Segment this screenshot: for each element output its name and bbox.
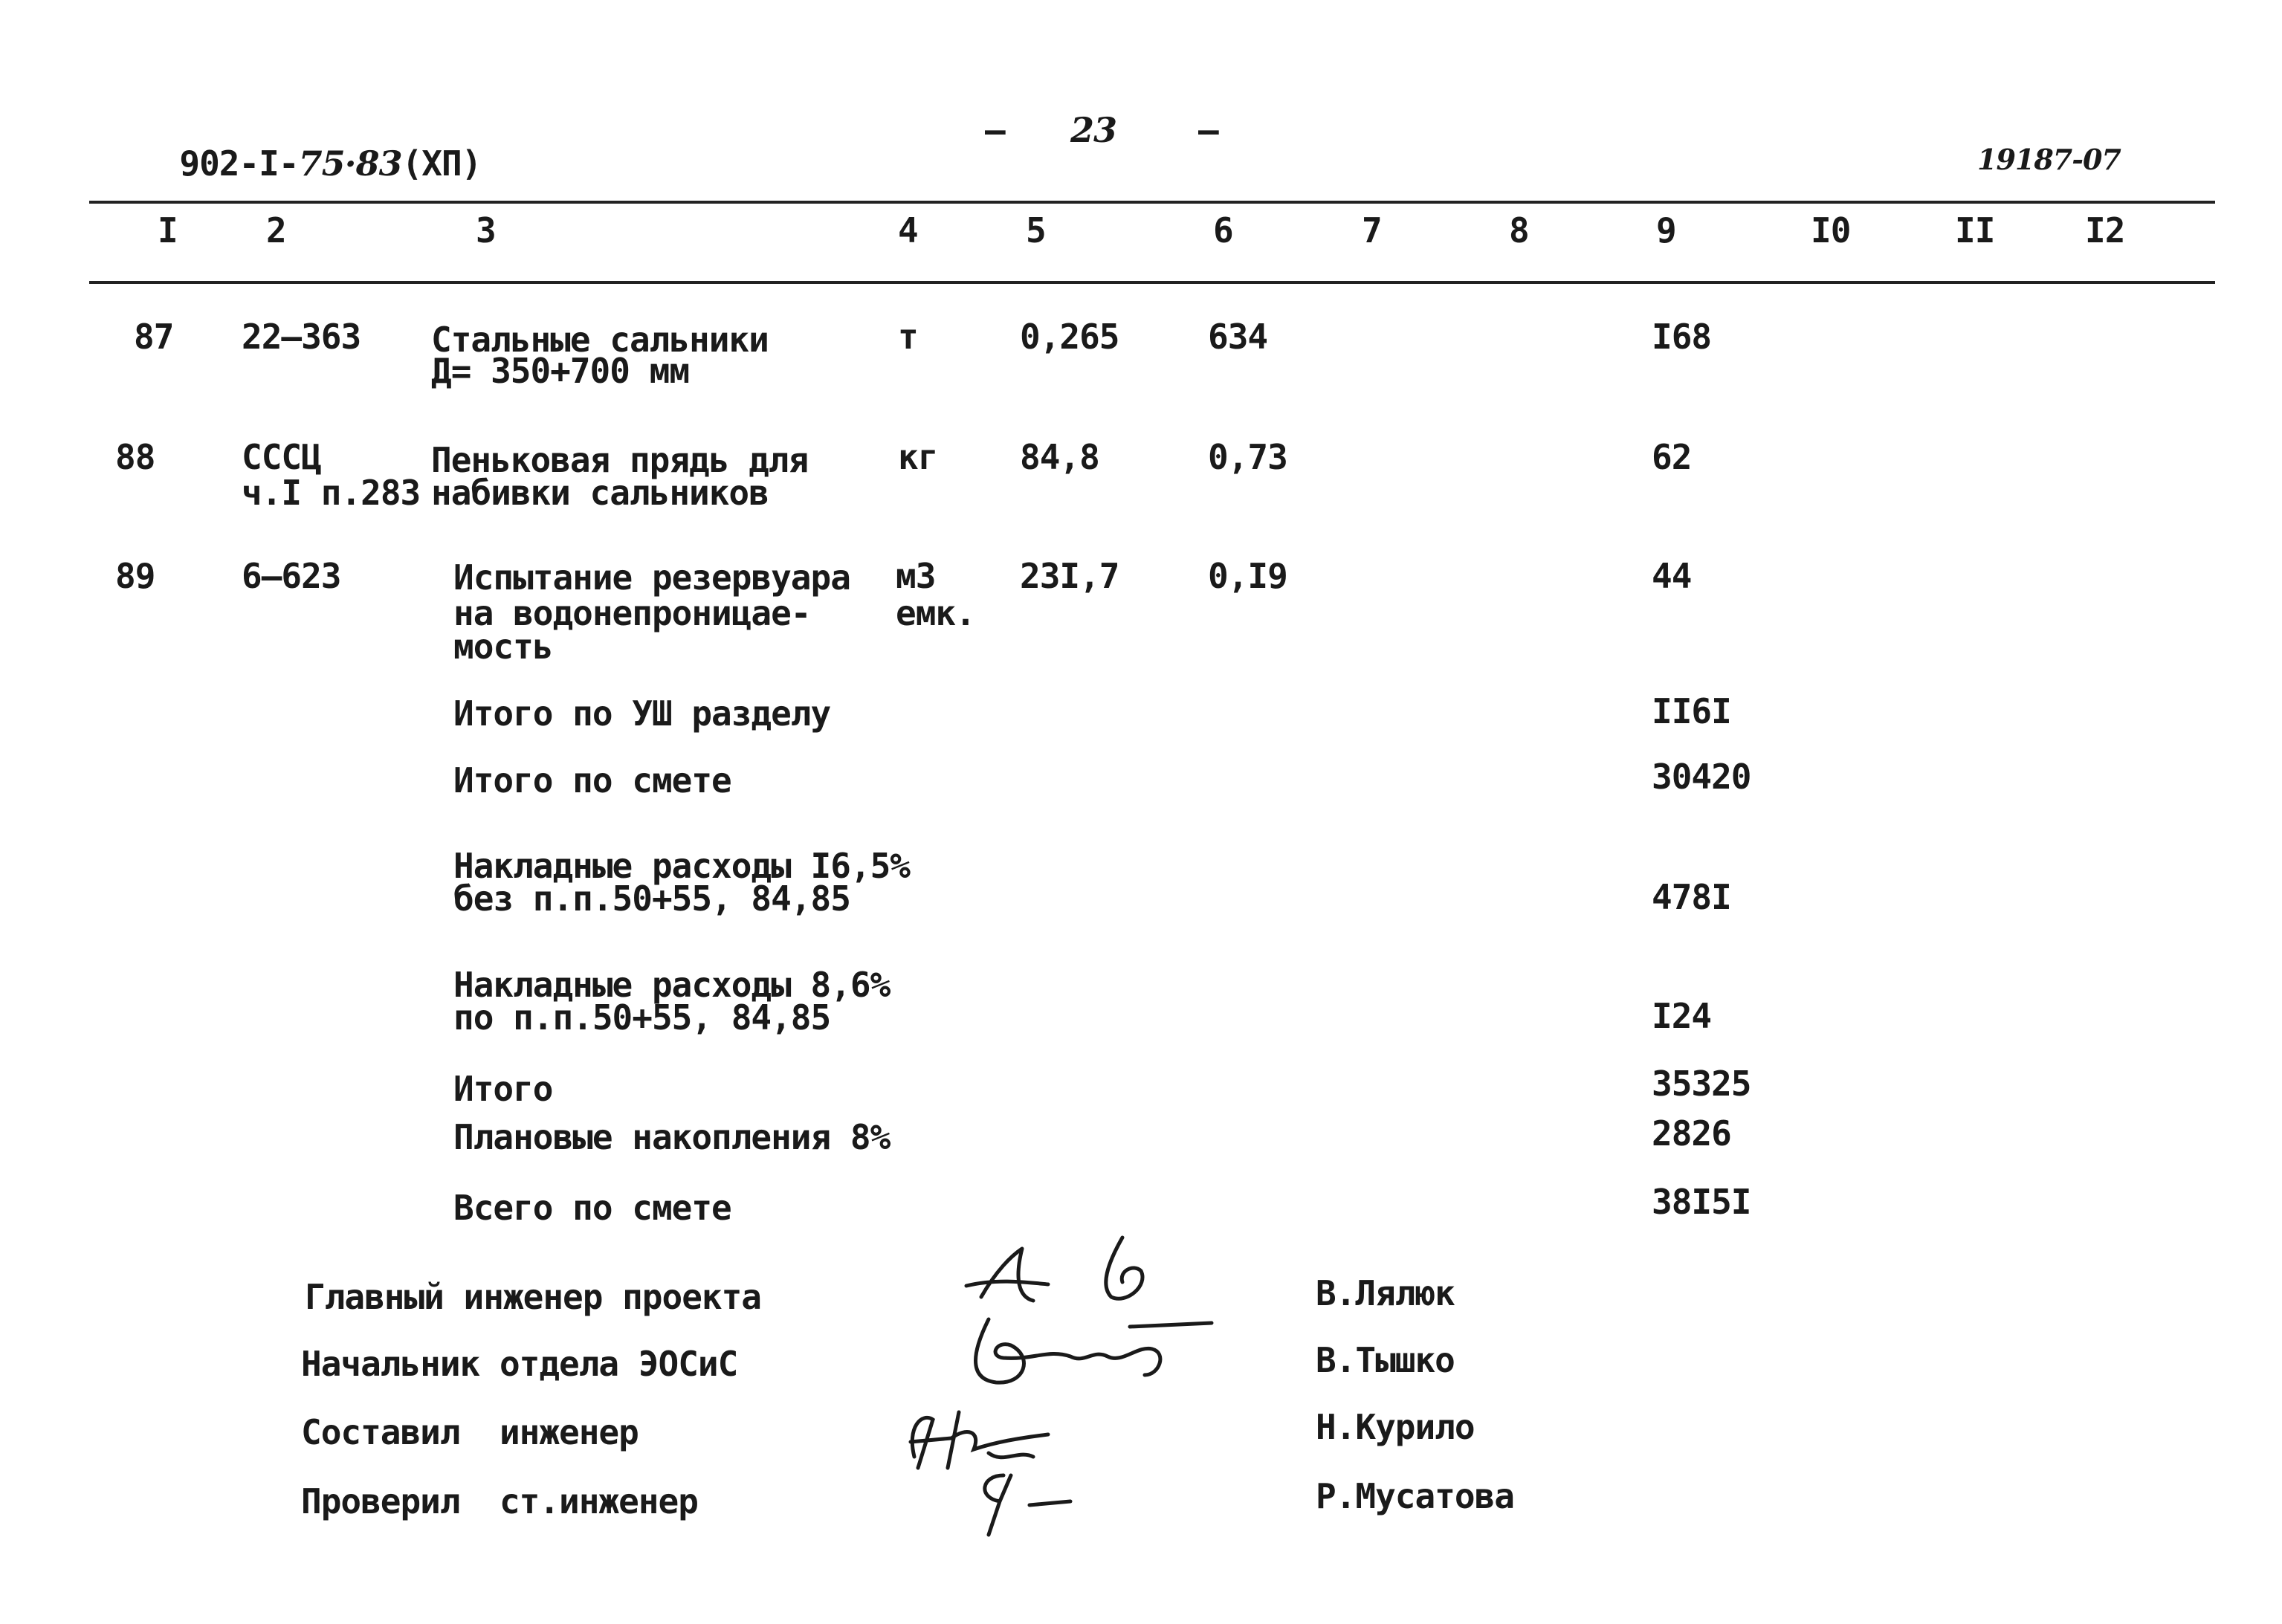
row-name: Испытание резервуара bbox=[453, 557, 850, 598]
column-header: 9 bbox=[1656, 210, 1676, 250]
summary-label: Итого bbox=[453, 1069, 553, 1109]
row-quantity: 0,265 bbox=[1020, 317, 1119, 357]
summary-label: Итого по смете bbox=[453, 760, 731, 800]
summary-value: 38I5I bbox=[1652, 1182, 1751, 1222]
column-header: 4 bbox=[898, 210, 918, 250]
summary-value: 35325 bbox=[1652, 1064, 1751, 1104]
row-quantity: 84,8 bbox=[1020, 437, 1099, 477]
column-header: II bbox=[1955, 210, 1995, 250]
summary-value: 478I bbox=[1652, 877, 1731, 917]
doc-code bbox=[140, 108, 481, 182]
signatory-role: Проверил ст.инженер bbox=[301, 1481, 698, 1521]
doc-code-print: 902-I- bbox=[179, 143, 299, 184]
column-header: I0 bbox=[1811, 210, 1851, 250]
row-price: 0,I9 bbox=[1208, 556, 1287, 596]
row-code: 22–363 bbox=[242, 317, 361, 357]
row-name: набивки сальников bbox=[431, 473, 769, 513]
row-quantity: 23I,7 bbox=[1020, 556, 1119, 596]
summary-label: Итого по УШ разделу bbox=[453, 693, 831, 734]
doc-code-handwritten: 75·83 bbox=[298, 143, 402, 184]
row-total: I68 bbox=[1652, 317, 1712, 357]
summary-label: по п.п.50+55, 84,85 bbox=[453, 997, 831, 1038]
summary-label: без п.п.50+55, 84,85 bbox=[453, 879, 850, 919]
row-total: 62 bbox=[1652, 437, 1692, 477]
column-header: 2 bbox=[266, 210, 286, 250]
signatory-role: Главный инженер проекта bbox=[305, 1277, 761, 1317]
summary-label: Всего по смете bbox=[453, 1188, 731, 1228]
signatory-role: Составил инженер bbox=[301, 1412, 639, 1452]
summary-value: II6I bbox=[1652, 691, 1731, 731]
row-price: 634 bbox=[1208, 317, 1268, 357]
column-header: I2 bbox=[2085, 210, 2125, 250]
row-price: 0,73 bbox=[1208, 437, 1287, 477]
signatory-name: Р.Мусатова bbox=[1316, 1476, 1514, 1516]
summary-value: 2826 bbox=[1652, 1113, 1731, 1154]
row-name: мость bbox=[453, 627, 553, 667]
row-name: Д= 350+700 мм bbox=[431, 351, 690, 391]
row-number: 87 bbox=[134, 317, 174, 357]
row-unit: т bbox=[898, 317, 918, 357]
row-total: 44 bbox=[1652, 556, 1692, 596]
row-code: 6–623 bbox=[242, 556, 341, 596]
page-number: 23 bbox=[1070, 110, 1117, 150]
row-number: 88 bbox=[115, 437, 155, 477]
signatory-role: Начальник отдела ЭОСиС bbox=[301, 1344, 738, 1384]
summary-value: I24 bbox=[1652, 996, 1712, 1036]
summary-label: Накладные расходы I6,5% bbox=[453, 846, 910, 886]
table-top-rule bbox=[89, 201, 2215, 204]
row-code: СССЦ bbox=[242, 437, 321, 477]
row-unit: кг bbox=[898, 437, 938, 477]
page-number-suffix: – bbox=[1198, 110, 1218, 150]
signatory-name: Н.Курило bbox=[1316, 1407, 1475, 1447]
column-header: 8 bbox=[1509, 210, 1529, 250]
column-header: 6 bbox=[1213, 210, 1233, 250]
summary-value: 30420 bbox=[1652, 757, 1751, 797]
column-header: 5 bbox=[1026, 210, 1046, 250]
column-header: 3 bbox=[476, 210, 496, 250]
signatory-name: В.Тышко bbox=[1316, 1340, 1455, 1380]
signatory-name: В.Лялюк bbox=[1316, 1273, 1455, 1313]
page-number-prefix: – bbox=[985, 110, 1005, 150]
signature-department-head bbox=[944, 1304, 1226, 1401]
row-number: 89 bbox=[115, 556, 155, 596]
signature-checker bbox=[959, 1460, 1093, 1542]
archive-number: 19187-07 bbox=[1977, 143, 2121, 176]
row-code: ч.I п.283 bbox=[242, 473, 421, 513]
row-name: Стальные сальники bbox=[431, 320, 769, 360]
row-name: Пеньковая прядь для bbox=[431, 440, 809, 480]
summary-label: Накладные расходы 8,6% bbox=[453, 965, 891, 1005]
summary-label: Плановые накопления 8% bbox=[453, 1117, 891, 1157]
row-unit: емк. bbox=[896, 593, 975, 633]
column-header: 7 bbox=[1362, 210, 1382, 250]
row-name: на водонепроницае- bbox=[453, 593, 811, 633]
column-header: I bbox=[158, 210, 178, 250]
doc-code-suffix: (ХП) bbox=[401, 143, 482, 184]
table-header-rule bbox=[89, 281, 2215, 284]
row-unit: м3 bbox=[896, 556, 936, 596]
